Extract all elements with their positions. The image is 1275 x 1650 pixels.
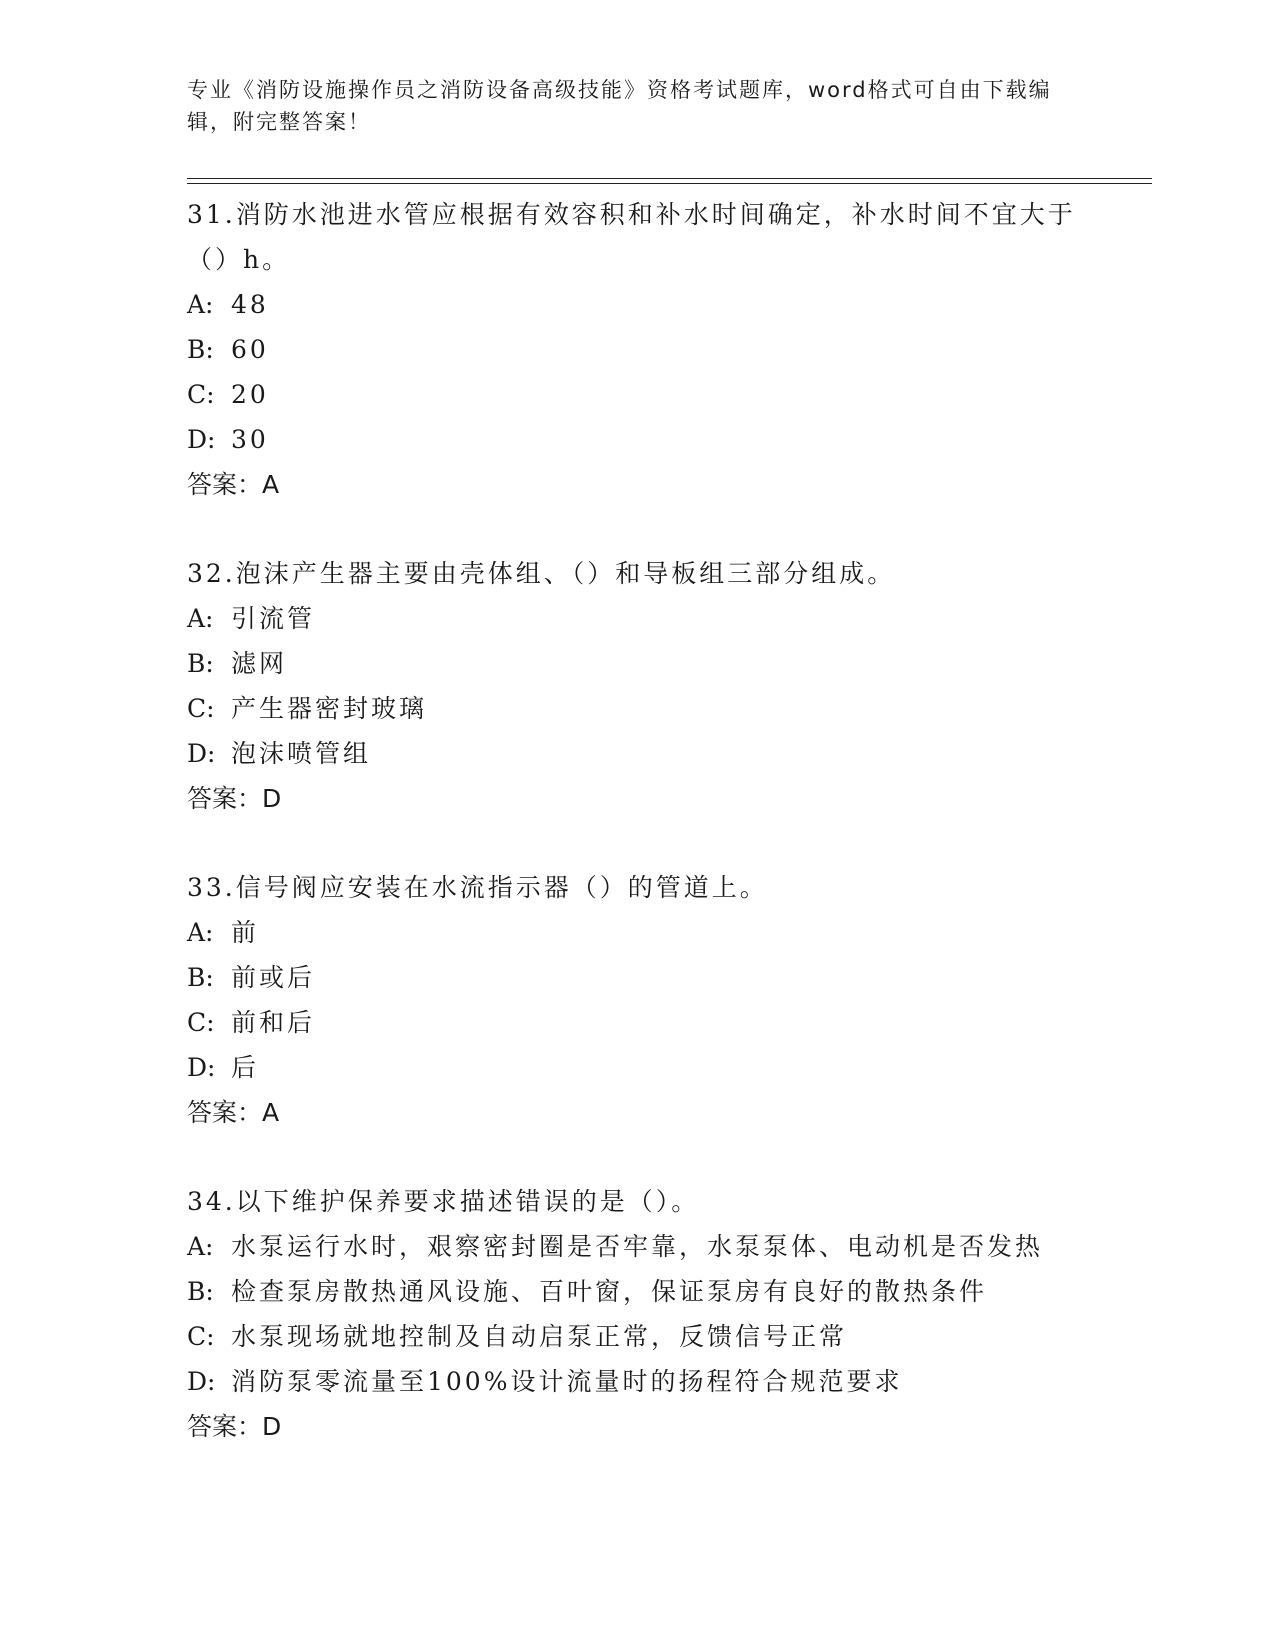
option-text: 引流管 xyxy=(231,604,316,633)
option-b xyxy=(187,1269,1087,1314)
option-c xyxy=(187,372,1087,417)
option-letter: A: xyxy=(187,290,214,319)
option-c xyxy=(187,686,1087,731)
option-b xyxy=(187,327,1087,372)
option-c xyxy=(187,1000,1087,1045)
option-letter: C: xyxy=(187,694,215,723)
option-text: 水泵现场就地控制及自动启泵正常，反馈信号正常 xyxy=(231,1322,848,1351)
option-text: 60 xyxy=(231,335,269,364)
option-text: 泡沫喷管组 xyxy=(231,739,372,768)
document-header: 专业《消防设施操作员之消防设备高级技能》资格考试题库，word格式可自由下载编辑，附完整答案！ xyxy=(187,78,1052,134)
question-stem: 32.泡沫产生器主要由壳体组、（）和导板组三部分组成。 xyxy=(187,559,896,588)
option-b xyxy=(187,955,1087,1000)
option-text: 检查泵房散热通风设施、百叶窗，保证泵房有良好的散热条件 xyxy=(231,1277,988,1306)
option-d xyxy=(187,417,1087,462)
option-letter: D: xyxy=(187,425,216,454)
option-letter: C: xyxy=(187,380,215,409)
header-rule-top xyxy=(187,178,1152,179)
option-a xyxy=(187,596,1087,641)
question-33 xyxy=(187,865,1087,1135)
question-list xyxy=(187,192,1087,1493)
option-text: 30 xyxy=(231,425,269,454)
question-stem: 33.信号阀应安装在水流指示器（）的管道上。 xyxy=(187,873,768,902)
option-d xyxy=(187,1359,1087,1404)
option-text: 前 xyxy=(231,918,260,947)
option-letter: B: xyxy=(187,963,214,992)
option-text: 消防泵零流量至100%设计流量时的扬程符合规范要求 xyxy=(231,1367,903,1396)
option-text: 前或后 xyxy=(231,963,316,992)
question-stem: 34.以下维护保养要求描述错误的是（）。 xyxy=(187,1187,700,1216)
answer-line: 答案：D xyxy=(187,1412,282,1441)
option-letter: A: xyxy=(187,604,214,633)
option-c xyxy=(187,1314,1087,1359)
option-a xyxy=(187,910,1087,955)
option-letter: D: xyxy=(187,1053,216,1082)
question-34 xyxy=(187,1179,1087,1449)
option-a xyxy=(187,1224,1087,1269)
option-text: 后 xyxy=(231,1053,260,1082)
option-letter: A: xyxy=(187,918,214,947)
option-text: 滤网 xyxy=(231,649,288,678)
option-letter: D: xyxy=(187,1367,216,1396)
option-letter: A: xyxy=(187,1232,214,1261)
option-a xyxy=(187,282,1087,327)
answer-line: 答案：D xyxy=(187,784,282,813)
option-text: 20 xyxy=(231,380,269,409)
option-letter: C: xyxy=(187,1322,215,1351)
question-31 xyxy=(187,192,1087,507)
option-letter: C: xyxy=(187,1008,215,1037)
option-b xyxy=(187,641,1087,686)
option-d xyxy=(187,1045,1087,1090)
header-rule-bottom xyxy=(187,183,1152,184)
option-letter: B: xyxy=(187,649,214,678)
answer-line: 答案：A xyxy=(187,1098,280,1127)
option-d xyxy=(187,731,1087,776)
option-text: 产生器密封玻璃 xyxy=(231,694,428,723)
option-letter: B: xyxy=(187,1277,214,1306)
question-stem: 31.消防水池进水管应根据有效容积和补水时间确定，补水时间不宜大于（）h。 xyxy=(187,200,1076,274)
option-text: 前和后 xyxy=(231,1008,316,1037)
option-text: 水泵运行水时，艰察密封圈是否牢靠，水泵泵体、电动机是否发热 xyxy=(231,1232,1044,1261)
answer-line: 答案：A xyxy=(187,470,280,499)
option-letter: B: xyxy=(187,335,214,364)
question-32 xyxy=(187,551,1087,821)
option-text: 48 xyxy=(231,290,269,319)
option-letter: D: xyxy=(187,739,216,768)
